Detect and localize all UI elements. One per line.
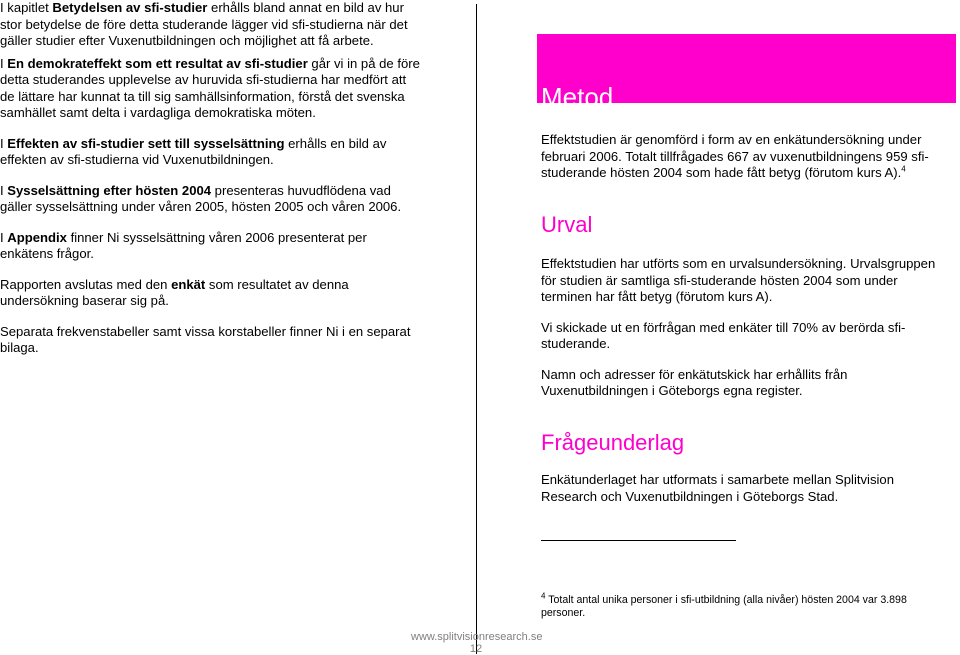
urval-paragraph-2: Vi skickade ut en förfrågan med enkäter till 70% av berörda sfi-studerande. xyxy=(541,319,906,351)
page-number: 12 xyxy=(469,643,483,655)
column-divider xyxy=(476,4,477,654)
footnote xyxy=(541,591,941,620)
paragraph-effekten xyxy=(0,136,420,169)
urval-paragraph-3: Namn och adresser för enkätutskick har erhållits från Vuxenutbildningen i Göteborgs egna register. xyxy=(541,366,848,398)
frageunderlag-text-block xyxy=(541,472,951,519)
chapter-ref: Betydelsen av sfi-studier xyxy=(52,0,208,15)
text: I kapitlet xyxy=(0,0,53,15)
text: finner Ni sysselsättning våren 2006 presenterat per enkätens frågor. xyxy=(0,229,367,261)
urval-paragraph-1: Effektstudien har utförts som en urvalsundersökning. Urvalsgruppen för studien är samtliga sfi-studerande hösten 2004 som under terminen har fått betyg (förutom kurs A). xyxy=(541,256,936,304)
metod-title: Metod xyxy=(541,82,614,113)
text: I xyxy=(0,135,8,151)
chapter-ref: Sysselsättning efter hösten 2004 xyxy=(7,182,212,198)
frageunderlag-paragraph: Enkätunderlaget har utformats i samarbete mellan Splitvision Research och Vuxenutbildningen i Göteborgs Stad. xyxy=(541,472,894,504)
paragraph-demokrateffekt xyxy=(0,56,420,122)
paragraph-bilaga: Separata frekvenstabeller samt vissa korstabeller finner Ni i en separat bilaga. xyxy=(0,323,411,355)
frageunderlag-heading: Frågeunderlag xyxy=(541,430,685,455)
text: Effektstudien är genomförd i form av en enkätundersökning under februari 2006. Totalt tillfrågades 667 av vuxenutbildningens 959 sfi-studerande hösten 2004 som hade fått betyg (förutom kurs A). xyxy=(541,132,929,180)
urval-heading: Urval xyxy=(541,212,593,237)
text: går vi in på de före detta studerandes upplevelse av huruvida sfi-studierna har medfört att de lättare har kunnat ta till sig samhällsinformation, förstå det svenska samhället samt delta i vardagliga demokratiska möten. xyxy=(0,55,420,120)
paragraph-betydelsen xyxy=(0,0,420,50)
paragraph-enkat xyxy=(0,277,420,310)
text: Rapporten avslutas med den xyxy=(0,276,172,292)
footnote-ref: 4 xyxy=(901,164,906,174)
text: I xyxy=(0,182,8,198)
urval-text-block xyxy=(541,256,951,414)
paragraph-appendix xyxy=(0,230,420,263)
footnote-text: Totalt antal unika personer i sfi-utbildning (alla nivåer) hösten 2004 var 3.898 personer. xyxy=(541,594,907,619)
footnote-separator xyxy=(541,540,736,541)
intro-column xyxy=(0,0,420,371)
text: erhålls bland annat en bild av hur stor betydelse de före detta studerande lägger vid sfi-studierna när det gäller studier efter Vuxenutbildningen och möjlighet att få arbete. xyxy=(0,0,408,48)
chapter-ref: En demokrateffekt som ett resultat av sfi-studier xyxy=(7,55,308,71)
chapter-ref: Appendix xyxy=(7,229,67,245)
footnote-number: 4 xyxy=(541,591,546,601)
metod-banner xyxy=(537,34,956,113)
text: presenteras huvudflödena vad gäller sysselsättning under våren 2005, hösten 2005 och våren 2006. xyxy=(0,182,402,214)
text: I xyxy=(0,229,8,245)
paragraph-sysselsattning xyxy=(0,183,420,216)
chapter-ref: enkät xyxy=(171,276,206,292)
text: erhålls en bild av effekten av sfi-studierna vid Vuxenutbildningen. xyxy=(0,135,387,167)
chapter-ref: Effekten av sfi-studier sett till sysselsättning xyxy=(7,135,285,151)
footer-url: www.splitvisionresearch.se xyxy=(411,631,543,643)
text: I xyxy=(0,55,8,71)
text: som resultatet av denna undersökning baserar sig på. xyxy=(0,276,349,308)
metod-text-block xyxy=(541,132,951,196)
metod-paragraph xyxy=(541,132,951,182)
